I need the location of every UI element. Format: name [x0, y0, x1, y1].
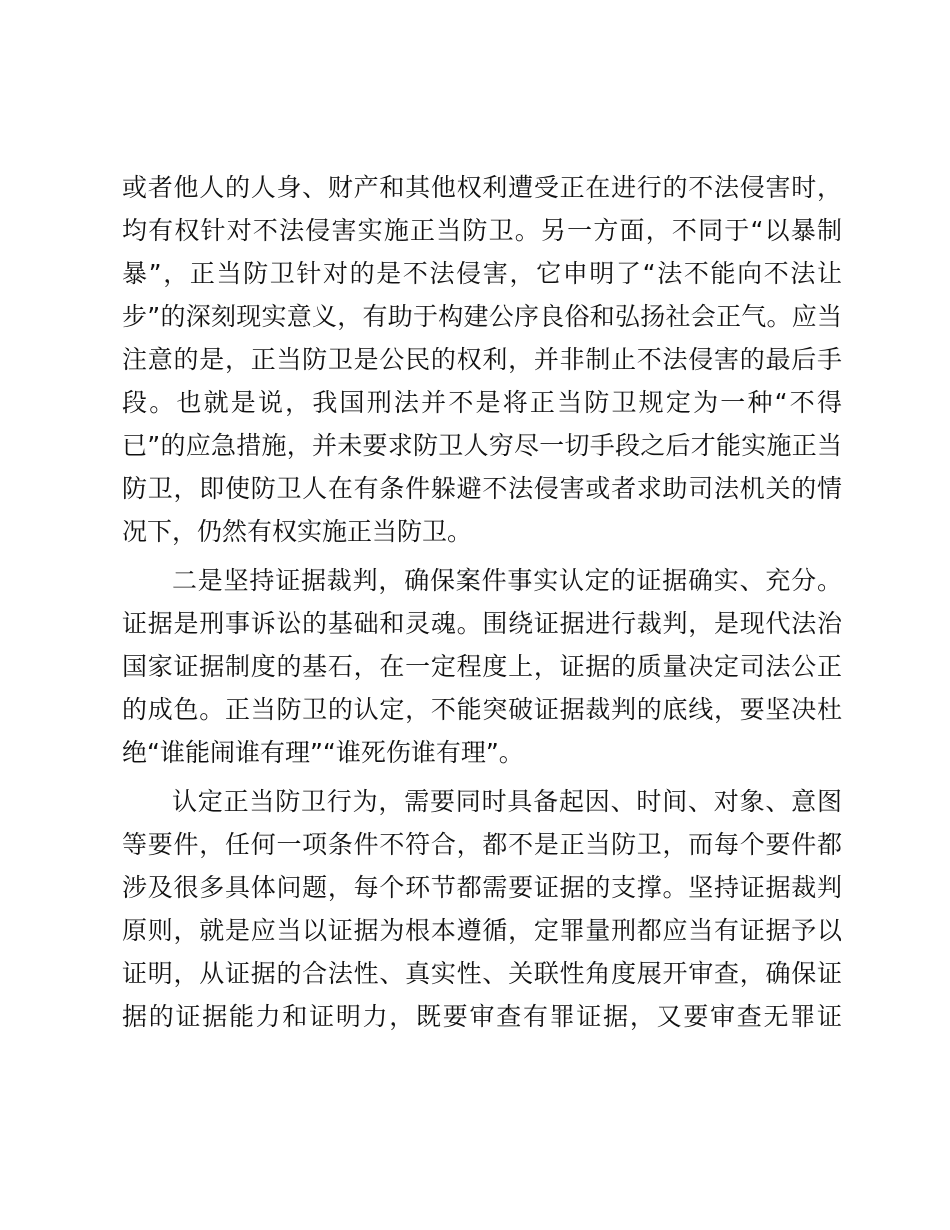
- text-line: 况下，仍然有权实施正当防卫。: [122, 517, 473, 546]
- text-line: 认定正当防卫行为，需要同时具备起因、时间、对象、意图: [172, 787, 842, 816]
- text-line: 绝“谁能闹谁有理”“谁死伤谁有理”。: [122, 738, 524, 767]
- text-line: 或者他人的人身、财产和其他权利遭受正在进行的不法侵害时，: [122, 173, 842, 202]
- text-line: 均有权针对不法侵害实施正当防卫。另一方面，不同于“以暴制: [122, 216, 842, 245]
- text-line: 证明，从证据的合法性、真实性、关联性角度展开审查，确保证: [122, 959, 842, 988]
- text-line: 证据是刑事诉讼的基础和灵魂。围绕证据进行裁判，是现代法治: [122, 609, 842, 638]
- text-line: 防卫，即使防卫人在有条件躲避不法侵害或者求助司法机关的情: [122, 474, 842, 503]
- text-line: 据的证据能力和证明力，既要审查有罪证据，又要审查无罪证: [122, 1002, 842, 1031]
- text-line: 二是坚持证据裁判，确保案件事实认定的证据确实、充分。: [172, 566, 842, 595]
- text-line: 段。也就是说，我国刑法并不是将正当防卫规定为一种“不得: [122, 388, 842, 417]
- body-text: [122, 166, 842, 1038]
- text-line: 步”的深刻现实意义，有助于构建公序良俗和弘扬社会正气。应当: [122, 302, 842, 331]
- paragraph-elements: [122, 780, 842, 1038]
- text-line: 的成色。正当防卫的认定，不能突破证据裁判的底线，要坚决杜: [122, 695, 842, 724]
- text-line: 国家证据制度的基石，在一定程度上，证据的质量决定司法公正: [122, 652, 842, 681]
- text-line: 已”的应急措施，并未要求防卫人穷尽一切手段之后才能实施正当: [122, 431, 842, 460]
- paragraph-rights: [122, 166, 842, 553]
- text-line: 等要件，任何一项条件不符合，都不是正当防卫，而每个要件都: [122, 830, 842, 859]
- paragraph-evidence: [122, 559, 842, 774]
- text-line: 原则，就是应当以证据为根本遵循，定罪量刑都应当有证据予以: [122, 916, 842, 945]
- text-line: 暴”，正当防卫针对的是不法侵害，它申明了“法不能向不法让: [122, 259, 842, 288]
- text-line: 注意的是，正当防卫是公民的权利，并非制止不法侵害的最后手: [122, 345, 842, 374]
- text-line: 涉及很多具体问题，每个环节都需要证据的支撑。坚持证据裁判: [122, 873, 842, 902]
